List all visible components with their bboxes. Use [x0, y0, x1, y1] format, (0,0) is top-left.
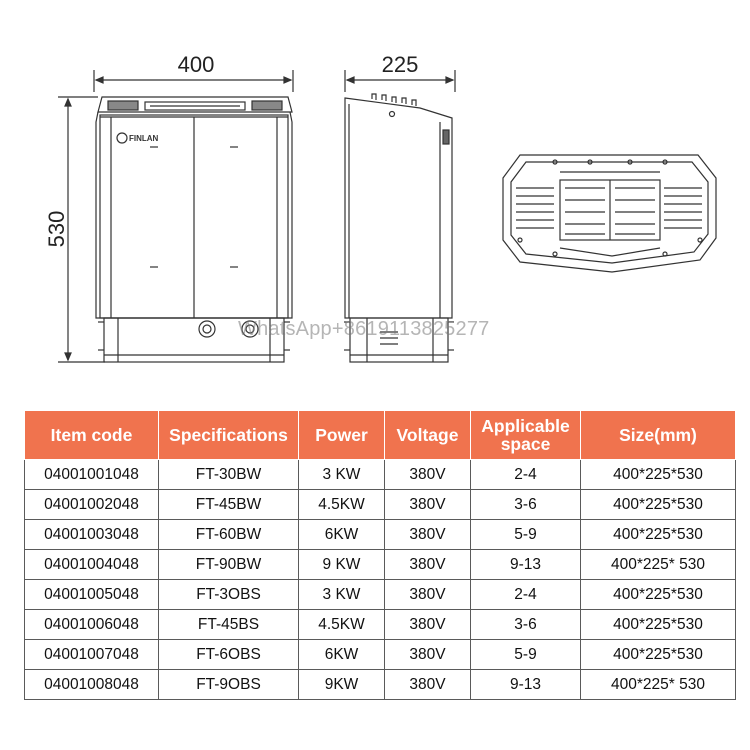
power-cell: 3 KW	[299, 580, 385, 610]
header-applicable-space: Applicable space	[471, 411, 581, 460]
brand-logo	[117, 133, 159, 143]
spec-cell: FT-60BW	[159, 520, 299, 550]
table-row	[25, 580, 736, 610]
table-row	[25, 610, 736, 640]
voltage-cell: 380V	[385, 550, 471, 580]
size-cell: 400*225*530	[581, 610, 736, 640]
table-row	[25, 550, 736, 580]
item-code-cell: 04001005048	[25, 580, 159, 610]
item-code-cell: 04001004048	[25, 550, 159, 580]
voltage-cell: 380V	[385, 580, 471, 610]
voltage-cell: 380V	[385, 640, 471, 670]
size-cell: 400*225* 530	[581, 550, 736, 580]
top-view	[503, 155, 716, 272]
power-cell: 4.5KW	[299, 490, 385, 520]
height-dim-label: 530	[44, 210, 69, 248]
header-specifications: Specifications	[159, 411, 299, 460]
header-size: Size(mm)	[581, 411, 736, 460]
size-cell: 400*225*530	[581, 490, 736, 520]
space-cell: 3-6	[471, 490, 581, 520]
size-cell: 400*225*530	[581, 460, 736, 490]
voltage-cell: 380V	[385, 490, 471, 520]
voltage-cell: 380V	[385, 610, 471, 640]
space-cell: 5-9	[471, 520, 581, 550]
spec-cell: FT-30BW	[159, 460, 299, 490]
power-cell: 6KW	[299, 640, 385, 670]
width-dim-label: 400	[177, 52, 215, 77]
size-cell: 400*225* 530	[581, 670, 736, 700]
spec-cell: FT-90BW	[159, 550, 299, 580]
header-voltage: Voltage	[385, 411, 471, 460]
item-code-cell: 04001002048	[25, 490, 159, 520]
power-cell: 9 KW	[299, 550, 385, 580]
voltage-cell: 380V	[385, 460, 471, 490]
table-row	[25, 460, 736, 490]
voltage-cell: 380V	[385, 670, 471, 700]
table-row	[25, 490, 736, 520]
space-cell: 5-9	[471, 640, 581, 670]
size-cell: 400*225*530	[581, 580, 736, 610]
voltage-cell: 380V	[385, 520, 471, 550]
brand-logo-text: FINLAN	[129, 134, 159, 143]
power-cell: 3 KW	[299, 460, 385, 490]
spec-cell: FT-6OBS	[159, 640, 299, 670]
item-code-cell: 04001007048	[25, 640, 159, 670]
table-row	[25, 520, 736, 550]
space-cell: 3-6	[471, 610, 581, 640]
item-code-cell: 04001006048	[25, 610, 159, 640]
power-cell: 6KW	[299, 520, 385, 550]
table-row	[25, 640, 736, 670]
space-cell: 2-4	[471, 580, 581, 610]
size-cell: 400*225*530	[581, 520, 736, 550]
spec-cell: FT-9OBS	[159, 670, 299, 700]
header-item-code: Item code	[25, 411, 159, 460]
spec-cell: FT-3OBS	[159, 580, 299, 610]
power-cell: 4.5KW	[299, 610, 385, 640]
depth-dim-label: 225	[381, 52, 419, 77]
spec-table	[24, 410, 736, 700]
watermark: WhatsApp+8619113825277	[238, 318, 490, 340]
item-code-cell: 04001001048	[25, 460, 159, 490]
table-row	[25, 670, 736, 700]
size-cell: 400*225*530	[581, 640, 736, 670]
item-code-cell: 04001008048	[25, 670, 159, 700]
space-cell: 2-4	[471, 460, 581, 490]
spec-cell: FT-45BW	[159, 490, 299, 520]
spec-cell: FT-45BS	[159, 610, 299, 640]
table-header-row	[25, 411, 736, 460]
space-cell: 9-13	[471, 550, 581, 580]
power-cell: 9KW	[299, 670, 385, 700]
item-code-cell: 04001003048	[25, 520, 159, 550]
space-cell: 9-13	[471, 670, 581, 700]
header-power: Power	[299, 411, 385, 460]
